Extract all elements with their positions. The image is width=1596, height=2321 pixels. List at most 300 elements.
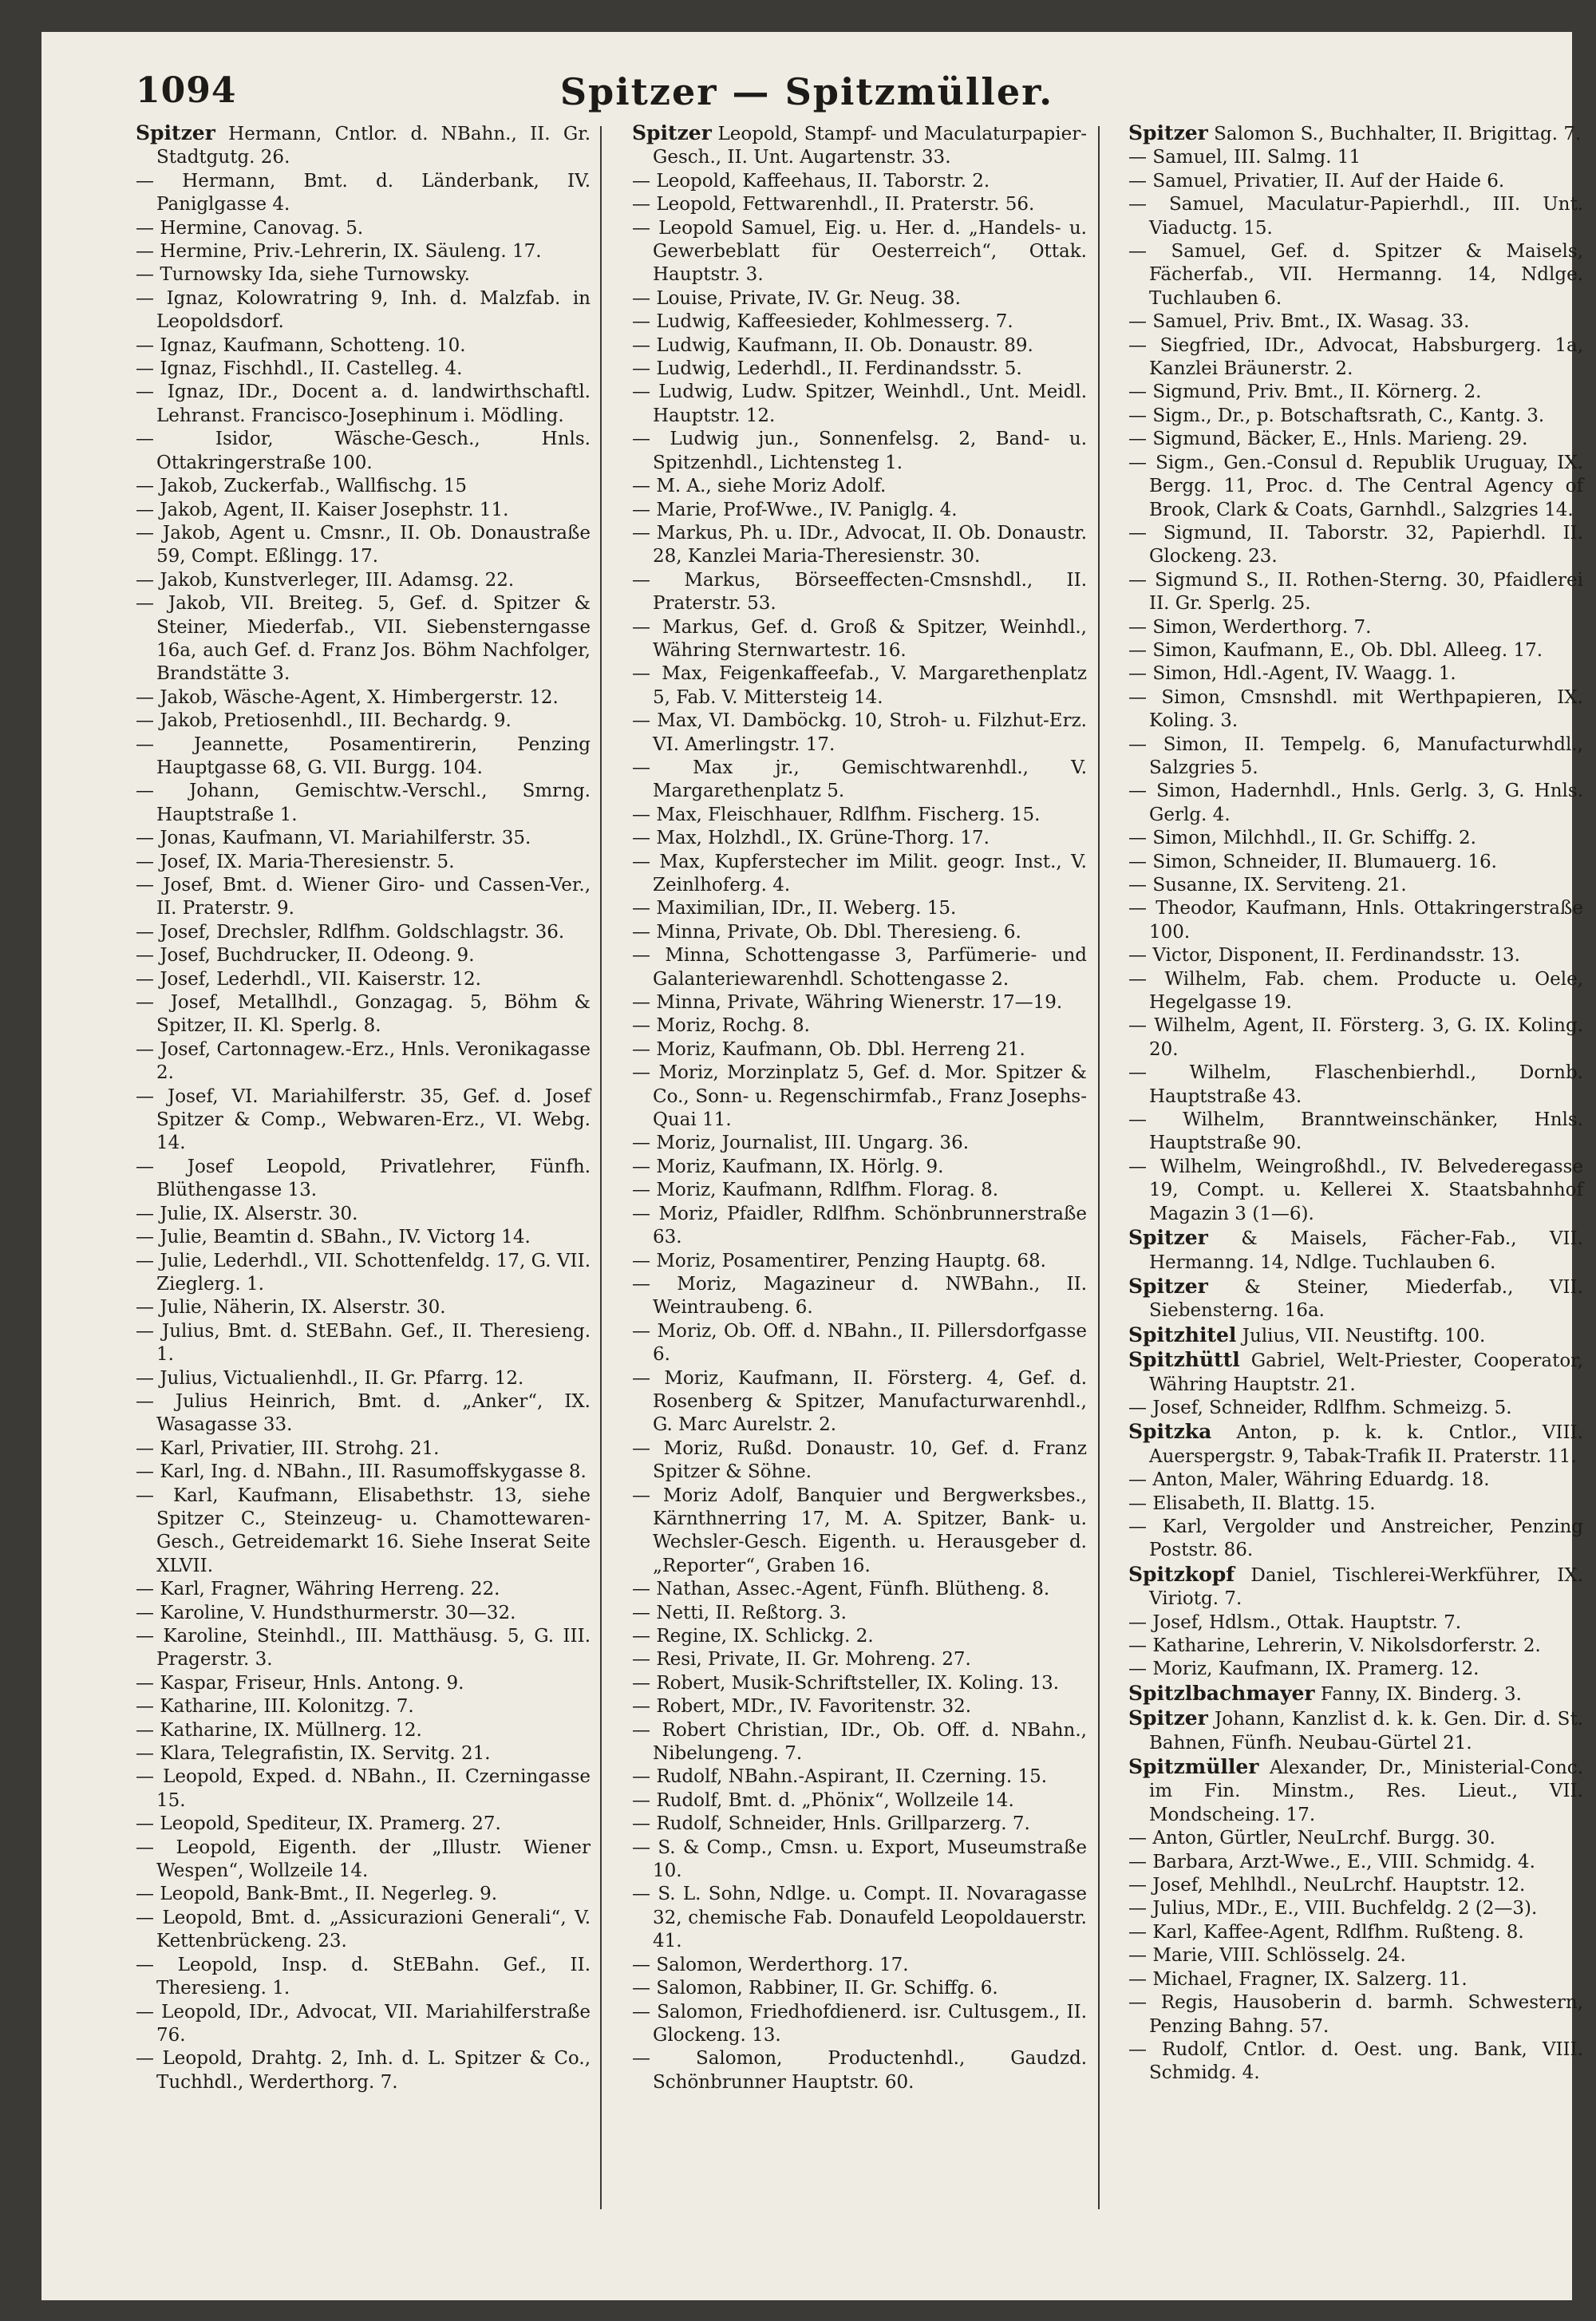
ditto-dash: — [632,1766,657,1788]
entry-text: Jonas, Kaufmann, VI. Mariahilferstr. 35. [160,828,531,849]
entry-text: Ludwig, Kaufmann, II. Ob. Donaustr. 89. [656,334,1033,356]
entry-text: Julie, Beamtin d. SBahn., IV. Victorg 14. [160,1227,531,1248]
ditto-dash: — [136,1813,160,1835]
ditto-dash: — [1128,875,1153,896]
entry-text: Hermann, Cntlor. d. NBahn., II. Gr. Stadtgutg. 26. [156,124,591,168]
ditto-dash: — [632,1156,657,1177]
entry-text: Josef, Cartonnagew.-Erz., Hnls. Veronikagasse 2. [156,1038,591,1084]
ditto-dash: — [632,1579,657,1600]
directory-entry [632,1250,1087,1273]
directory-entry [632,662,1087,710]
directory-entry [632,757,1087,804]
entry-text: Josef, Hdlsm., Ottak. Hauptstr. 7. [1152,1611,1462,1633]
entry-text: Moriz Adolf, Banquier und Bergwerksbes., Kärnthnerring 17, M. A. Spitzer, Bank- u. Wechsler-Gesch. Eigenth. u. Herausgeber d. „Reporter“, Graben 16. [653,1485,1087,1576]
ditto-dash: — [136,593,168,615]
entry-text: Simon, Werderthorg. 7. [1152,616,1372,638]
ditto-dash: — [632,1437,664,1459]
ditto-dash: — [136,287,167,309]
entry-text: Salomon, Werderthorg. 17. [656,1954,909,1975]
directory-entry [1128,1968,1583,1991]
entry-text: Johann, Kanzlist d. k. k. Gen. Dir. d. St. Bahnen, Fünfh. Neubau-Gürtel 21. [1149,1709,1583,1754]
directory-entry [632,710,1087,757]
entry-text: Leopold, Drahtg. 2, Inh. d. L. Spitzer & Co., Tuchhdl., Werderthorg. 7. [156,2048,591,2093]
directory-entry [1128,851,1583,874]
entry-text: Katharine, III. Kolonitzg. 7. [160,1696,414,1718]
ditto-dash: — [136,1227,160,1248]
ditto-dash: — [632,1320,658,1342]
directory-entry [1128,1062,1583,1109]
directory-entry [136,1156,591,1203]
directory-entry [136,1296,591,1319]
entry-text: Minna, Schottengasse 3, Parfümerie- und Galanteriewarenhdl. Schottengasse 2. [653,945,1088,990]
entry-text: Hermine, Priv.-Lehrerin, IX. Säuleng. 17. [160,241,542,263]
directory-entry [632,287,1087,310]
entry-text: Michael, Fragner, IX. Salzerg. 11. [1152,1968,1468,1990]
directory-entry [136,1813,591,1836]
directory-entry [136,287,591,334]
entry-text: Leopold, Kaffeehaus, II. Taborstr. 2. [656,170,990,192]
ditto-dash: — [136,1085,168,1107]
directory-entry [136,2047,591,2094]
directory-entry [136,499,591,522]
ditto-dash: — [136,1579,160,1600]
directory-entry [632,1883,1087,1953]
entry-text: Leopold, IDr., Advocat, VII. Mariahilferstraße 76. [156,2001,591,2046]
ditto-dash: — [1128,334,1160,356]
entry-text: Kaspar, Friseur, Hnls. Antong. 9. [160,1672,464,1694]
directory-entry [136,381,591,428]
entry-text: Karoline, Steinhdl., III. Matthäusg. 5, G. III. Pragerstr. 3. [156,1626,591,1671]
entry-text: Theodor, Kaufmann, Hnls. Ottakringerstraße 100. [1149,898,1583,943]
entry-text: Max, Holzhdl., IX. Grüne-Thorg. 17. [656,828,990,849]
ditto-dash: — [1128,828,1153,849]
entry-text: Hermine, Canovag. 5. [160,217,364,239]
entry-text: Minna, Private, Ob. Dbl. Theresieng. 6. [656,921,1021,943]
ditto-dash: — [632,921,657,943]
directory-entry [136,827,591,850]
ditto-dash: — [136,358,160,380]
entry-text: Leopold, Stampf- und Maculaturpapier-Gesch., II. Unt. Augartenstr. 33. [653,124,1087,168]
ditto-dash: — [136,1437,160,1459]
directory-entry [136,1883,591,1906]
entry-surname: Spitzhitel [1128,1323,1237,1346]
ditto-dash: — [136,1203,160,1224]
entry-text: Leopold, Eigenth. der „Illustr. Wiener Wespen“, Wollzeile 14. [156,1837,591,1882]
entry-text: Salomon, Friedhofdienerd. isr. Cultusgem., II. Glockeng. 13. [653,2001,1087,2046]
entry-surname: Spitzer [1128,1274,1208,1298]
column-2 [632,121,1087,2094]
entry-text: Louise, Private, IV. Gr. Neug. 38. [656,287,961,309]
directory-entry [136,1578,591,1601]
directory-entry [632,1179,1087,1202]
directory-entry [632,1837,1087,1884]
directory-entry [1128,616,1583,639]
ditto-dash: — [632,616,663,638]
ditto-dash: — [632,1485,663,1506]
entry-text: Sigmund S., II. Rothen-Sterng. 30, Pfaidlerei II. Gr. Sperlg. 25. [1149,569,1583,615]
ditto-dash: — [1128,781,1157,802]
ditto-dash: — [1128,1397,1153,1418]
directory-entry [136,1742,591,1765]
entry-text: & Steiner, Miederfab., VII. Siebensterng. 16a. [1149,1276,1583,1322]
directory-entry [136,1367,591,1390]
ditto-dash: — [136,499,160,520]
entry-text: Hermann, Bmt. d. Länderbank, IV. Paniglgasse 4. [156,170,591,215]
directory-entry [1128,310,1583,334]
ditto-dash: — [136,1884,160,1905]
entry-text: Leopold, Spediteur, IX. Pramerg. 27. [160,1813,501,1835]
directory-entry [1128,827,1583,850]
ditto-dash: — [136,1719,160,1741]
ditto-dash: — [632,217,659,239]
ditto-dash: — [632,1367,665,1389]
directory-entry [136,1719,591,1742]
directory-entry [136,780,591,827]
ditto-dash: — [1128,522,1163,544]
ditto-dash: — [632,1015,657,1037]
entry-text: Ignaz, Fischhdl., II. Castelleg. 4. [160,358,463,380]
directory-entry [136,1602,591,1625]
directory-entry [1128,1897,1583,1920]
ditto-dash: — [136,170,183,192]
ditto-dash: — [1128,1898,1153,1920]
entry-text: Leopold Samuel, Eig. u. Her. d. „Handels- u. Gewerbeblatt für Oesterreich“, Ottak. Hauptstr. 3. [653,217,1087,286]
ditto-dash: — [632,522,657,544]
ditto-dash: — [632,194,657,215]
ditto-dash: — [136,1297,160,1319]
entry-text: Sigmund, II. Taborstr. 32, Papierhdl. II. Glockeng. 23. [1149,522,1584,567]
ditto-dash: — [136,851,160,872]
ditto-dash: — [136,1907,163,1928]
ditto-dash: — [136,2048,163,2070]
ditto-dash: — [632,1884,658,1905]
directory-entry [1128,897,1583,944]
entry-surname: Spitzka [1128,1420,1212,1444]
ditto-dash: — [1128,382,1153,403]
directory-entry [1128,1397,1583,1420]
directory-entry [1128,1658,1583,1681]
entry-text: Gabriel, Welt-Priester, Cooperator, Währing Hauptstr. 21. [1149,1350,1583,1395]
directory-entry [632,1203,1087,1250]
directory-entry [136,1695,591,1718]
ditto-dash: — [136,476,160,497]
entry-text: Salomon, Rabbiner, II. Gr. Schiffg. 6. [656,1978,998,1999]
directory-entry [136,1203,591,1226]
ditto-dash: — [136,921,160,943]
ditto-dash: — [632,499,657,520]
directory-entry [632,2047,1087,2094]
ditto-dash: — [1128,686,1162,708]
entry-text: Samuel, Priv. Bmt., IX. Wasag. 33. [1152,311,1470,333]
entry-text: Resi, Private, II. Gr. Mohreng. 27. [656,1649,971,1671]
ditto-dash: — [632,1273,678,1295]
directory-entry [1128,428,1583,451]
entry-text: Josef Leopold, Privatlehrer, Fünfh. Blüthengasse 13. [156,1156,591,1201]
entry-text: M. A., siehe Moriz Adolf. [656,476,887,497]
directory-entry [632,991,1087,1014]
ditto-dash: — [1128,1921,1153,1943]
entry-text: Julie, Lederhdl., VII. Schottenfeldg. 17, G. VII. Zieglerg. 1. [156,1250,591,1295]
ditto-dash: — [136,1390,176,1412]
entry-surname: Spitzer [632,121,712,144]
entry-text: Katharine, IX. Müllnerg. 12. [160,1719,422,1741]
entry-text: Moriz, Rußd. Donaustr. 10, Gef. d. Franz Spitzer & Söhne. [653,1437,1088,1483]
ditto-dash: — [632,945,666,967]
directory-entry [632,1132,1087,1155]
directory-entry [136,1461,591,1484]
entry-text: Ignaz, Kaufmann, Schotteng. 10. [160,334,466,356]
ditto-dash: — [1128,851,1153,872]
directory-entry [1128,686,1583,733]
directory-entry [136,522,591,569]
directory-entry [136,240,591,263]
entry-text: Klara, Telegrafistin, IX. Servitg. 21. [160,1743,491,1765]
directory-entry [136,217,591,240]
entry-text: Samuel, Maculatur-Papierhdl., III. Unt. Viaductg. 15. [1149,194,1583,239]
directory-entry [632,1648,1087,1671]
entry-text: Josef, Buchdrucker, II. Odeong. 9. [160,945,475,967]
directory-entry [136,851,591,874]
entry-text: Markus, Gef. d. Groß & Spitzer, Weinhdl., Währing Sternwartestr. 16. [653,616,1087,661]
ditto-dash: — [632,1954,657,1975]
ditto-dash: — [632,1203,659,1224]
ditto-dash: — [632,1062,659,1084]
ditto-dash: — [632,663,662,685]
directory-entry [136,1954,591,2001]
ditto-dash: — [632,1180,657,1201]
directory-entry [1128,1827,1583,1850]
entry-text: Johann, Gemischtw.-Verschl., Smrng. Hauptstraße 1. [156,781,591,825]
ditto-dash: — [136,217,160,239]
entry-text: Moriz, Kaufmann, II. Försterg. 4, Gef. d. Rosenberg & Spitzer, Manufacturwarenhdl., G. Marc Aurelstr. 2. [653,1367,1088,1436]
entry-text: Simon, Milchhdl., II. Gr. Schiffg. 2. [1152,828,1476,849]
directory-entry [1128,1493,1583,1516]
entry-text: Jakob, Zuckerfab., Wallfischg. 15 [160,476,467,497]
directory-entry [136,874,591,921]
entry-text: Julius, Bmt. d. StEBahn. Gef., II. Theresieng. 1. [156,1320,591,1366]
ditto-dash: — [136,522,164,544]
entry-text: Nathan, Assec.-Agent, Fünfh. Blütheng. 8. [656,1579,1050,1600]
entry-text: Sigm., Gen.-Consul d. Republik Uruguay, IX. Bergg. 11, Proc. d. The Central Agency of Brook, Clark & Coats, Garnhdl., Salzgries 14. [1149,452,1584,520]
directory-entry [136,1038,591,1085]
directory-entry [1128,1516,1583,1563]
directory-entry [136,569,591,592]
entry-text: Simon, Hadernhdl., Hnls. Gerlg. 3, G. Hnls. Gerlg. 4. [1149,781,1584,825]
entry-text: Max jr., Gemischtwarenhdl., V. Margarethenplatz 5. [653,757,1087,802]
ditto-dash: — [136,334,160,356]
directory-entry [632,499,1087,522]
entry-text: Wilhelm, Flaschenbierhdl., Dornb. Hauptstraße 43. [1149,1062,1583,1107]
entry-text: Moriz, Morzinplatz 5, Gef. d. Mor. Spitzer & Co., Sonn- u. Regenschirmfab., Franz Josephs-Quai 11. [653,1062,1087,1131]
ditto-dash: — [1128,945,1153,967]
entry-text: Josef, Bmt. d. Wiener Giro- und Cassen-Ver., II. Praterstr. 9. [156,875,591,919]
entry-text: Wilhelm, Agent, II. Försterg. 3, G. IX. Koling. 20. [1149,1015,1583,1060]
directory-entry [632,1062,1087,1132]
entry-text: S. & Comp., Cmsn. u. Export, Museumstraße 10. [653,1837,1088,1882]
entry-text: Marie, Prof-Wwe., IV. Paniglg. 4. [656,499,958,520]
directory-entry [136,1672,591,1695]
directory-entry [136,1085,591,1156]
ditto-dash: — [136,1766,164,1788]
directory-entry [136,1485,591,1579]
ditto-dash: — [1128,194,1170,215]
ditto-dash: — [136,382,168,403]
directory-entry [1128,639,1583,662]
directory-entry [632,1602,1087,1625]
directory-entry [632,1789,1087,1813]
directory-entry [1128,1706,1583,1755]
directory-page [41,32,1584,2300]
directory-entry [632,334,1087,358]
ditto-dash: — [632,757,693,778]
ditto-dash: — [1128,1156,1161,1177]
ditto-dash: — [1128,1635,1153,1656]
ditto-dash: — [1128,452,1156,473]
ditto-dash: — [632,898,657,919]
entry-text: Josef, Schneider, Rdlfhm. Schmeizg. 5. [1152,1397,1512,1418]
directory-entry [632,1578,1087,1601]
entry-surname: Spitzer [1128,1226,1208,1250]
directory-entry [136,475,591,498]
directory-entry [1128,1682,1583,1706]
entry-text: Jakob, Pretiosenhdl., III. Bechardg. 9. [160,710,512,732]
entry-surname: Spitzhüttl [1128,1348,1240,1372]
ditto-dash: — [136,1250,160,1271]
ditto-dash: — [1128,1875,1153,1896]
directory-entry [136,170,591,217]
directory-entry [1128,780,1583,827]
entry-text: Samuel, Privatier, II. Auf der Haide 6. [1152,170,1505,192]
column-divider [1098,126,1100,2209]
directory-entry [1128,1611,1583,1635]
directory-entry [136,710,591,733]
directory-entry [632,1273,1087,1320]
entry-text: Julius, VII. Neustiftg. 100. [1242,1325,1486,1346]
entry-text: Turnowsky Ida, siehe Turnowsky. [160,264,470,286]
ditto-dash: — [136,1837,176,1858]
entry-text: Wilhelm, Branntweinschänker, Hnls. Hauptstraße 90. [1149,1109,1583,1154]
directory-entry [632,1625,1087,1648]
ditto-dash: — [632,1649,657,1671]
entry-surname: Spitzkopf [1128,1562,1235,1586]
entry-surname: Spitzer [1128,1706,1208,1730]
ditto-dash: — [1128,170,1153,192]
directory-entry [136,358,591,381]
directory-entry [136,1625,591,1672]
ditto-dash: — [1128,616,1153,638]
entry-text: Moriz, Journalist, III. Ungarg. 36. [656,1133,970,1154]
ditto-dash: — [632,476,657,497]
ditto-dash: — [136,2001,162,2022]
ditto-dash: — [136,992,171,1014]
ditto-dash: — [632,569,685,591]
directory-entry [1128,1109,1583,1156]
entry-text: Karl, Vergolder und Anstreicher, Penzing Poststr. 86. [1149,1516,1583,1561]
entry-text: Karl, Ing. d. NBahn., III. Rasumoffskygasse 8. [160,1461,587,1483]
entry-text: Ludwig jun., Sonnenfelsg. 2, Band- u. Spitzenhdl., Lichtensteg 1. [653,429,1088,473]
entry-text: Josef, Drechsler, Rdlfhm. Goldschlagstr. 36. [160,921,565,943]
entry-text: Karl, Fragner, Währing Herreng. 22. [160,1579,500,1600]
ditto-dash: — [1128,1469,1153,1491]
directory-entry [1128,968,1583,1015]
directory-entry [1128,452,1583,522]
entry-text: Ludwig, Ludw. Spitzer, Weinhdl., Unt. Meidl. Hauptstr. 12. [653,382,1088,426]
directory-entry [1128,1420,1583,1469]
ditto-dash: — [136,1038,160,1060]
entry-text: Simon, Schneider, II. Blumauerg. 16. [1152,851,1497,872]
entry-text: Samuel, Gef. d. Spitzer & Maisels, Fächerfab., VII. Hermanng. 14, Ndlge. Tuchlauben 6. [1149,241,1584,309]
entry-text: Regis, Hausoberin d. barmh. Schwestern, Penzing Bahng. 57. [1149,1992,1583,2037]
directory-entry [632,1954,1087,1977]
ditto-dash: — [136,710,160,732]
entry-text: Ignaz, Kolowratring 9, Inh. d. Malzfab. in Leopoldsdorf. [156,287,591,333]
ditto-dash: — [136,781,190,802]
directory-entry [1128,146,1583,169]
entry-text: Max, Fleischhauer, Rdlfhm. Fischerg. 15. [656,804,1041,825]
entry-text: Moriz, Rochg. 8. [656,1015,810,1037]
entry-text: Ignaz, IDr., Docent a. d. landwirthschaftl. Lehranst. Francisco-Josephinum i. Mödling. [156,382,591,426]
ditto-dash: — [632,1837,658,1858]
ditto-dash: — [136,828,160,849]
ditto-dash: — [632,1038,657,1060]
entry-text: Salomon, Productenhdl., Gaudzd. Schönbrunner Hauptstr. 60. [653,2048,1087,2093]
directory-entry [1128,1851,1583,1874]
entry-text: S. L. Sohn, Ndlge. u. Compt. II. Novaragasse 32, chemische Fab. Donaufeld Leopoldauerstr. 41. [653,1884,1087,1952]
entry-text: Ludwig, Kaffeesieder, Kohlmesserg. 7. [656,311,1013,333]
directory-entry [1128,1156,1583,1226]
entry-text: Robert, Musik-Schriftsteller, IX. Koling. 13. [656,1672,1060,1694]
directory-entry [1128,240,1583,310]
entry-text: Moriz, Pfaidler, Rdlfhm. Schönbrunnerstraße 63. [653,1203,1087,1248]
directory-entry [1128,1563,1583,1611]
entry-text: Max, VI. Damböckg. 10, Stroh- u. Filzhut-Erz. VI. Amerlingstr. 17. [653,710,1087,755]
ditto-dash: — [1128,733,1163,755]
entry-text: Barbara, Arzt-Wwe., E., VIII. Schmidg. 4. [1152,1851,1535,1872]
ditto-dash: — [136,1954,178,1975]
entry-text: Karl, Kaffee-Agent, Rdlfhm. Rußteng. 8. [1152,1921,1524,1943]
ditto-dash: — [1128,1851,1153,1872]
ditto-dash: — [136,1626,164,1647]
ditto-dash: — [1128,2038,1162,2060]
entry-text: Anton, p. k. k. Cntlor., VIII. Auerspergstr. 9, Tabak-Trafik II. Praterstr. 11. [1149,1422,1583,1467]
directory-entry [1128,733,1583,781]
ditto-dash: — [632,1626,657,1647]
ditto-dash: — [136,1320,162,1342]
entry-text: Rudolf, Schneider, Hnls. Grillparzerg. 7. [656,1813,1030,1835]
entry-text: Moriz, Kaufmann, IX. Pramerg. 12. [1152,1659,1479,1680]
ditto-dash: — [136,1696,160,1718]
entry-text: Victor, Disponent, II. Ferdinandsstr. 13. [1152,945,1520,967]
entry-text: Moriz, Magazineur d. NWBahn., II. Weintraubeng. 6. [653,1273,1088,1319]
directory-entry [1128,1014,1583,1062]
entry-text: Josef, Mehlhdl., NeuLrchf. Hauptstr. 12. [1152,1875,1526,1896]
ditto-dash: — [632,429,670,450]
ditto-dash: — [632,1789,657,1811]
ditto-dash: — [632,710,658,732]
directory-entry [632,121,1087,170]
directory-entry [632,1977,1087,2000]
ditto-dash: — [632,2048,696,2070]
page-number: 1094 [136,70,237,111]
ditto-dash: — [136,968,160,990]
ditto-dash: — [632,334,657,356]
entry-text: Salomon S., Buchhalter, II. Brigittag. 7. [1214,124,1582,144]
directory-entry [632,1437,1087,1485]
directory-entry [1128,2038,1583,2086]
entry-text: Moriz, Posamentirer, Penzing Hauptg. 68. [656,1250,1046,1271]
directory-entry [1128,1635,1583,1658]
ditto-dash: — [136,1602,160,1623]
